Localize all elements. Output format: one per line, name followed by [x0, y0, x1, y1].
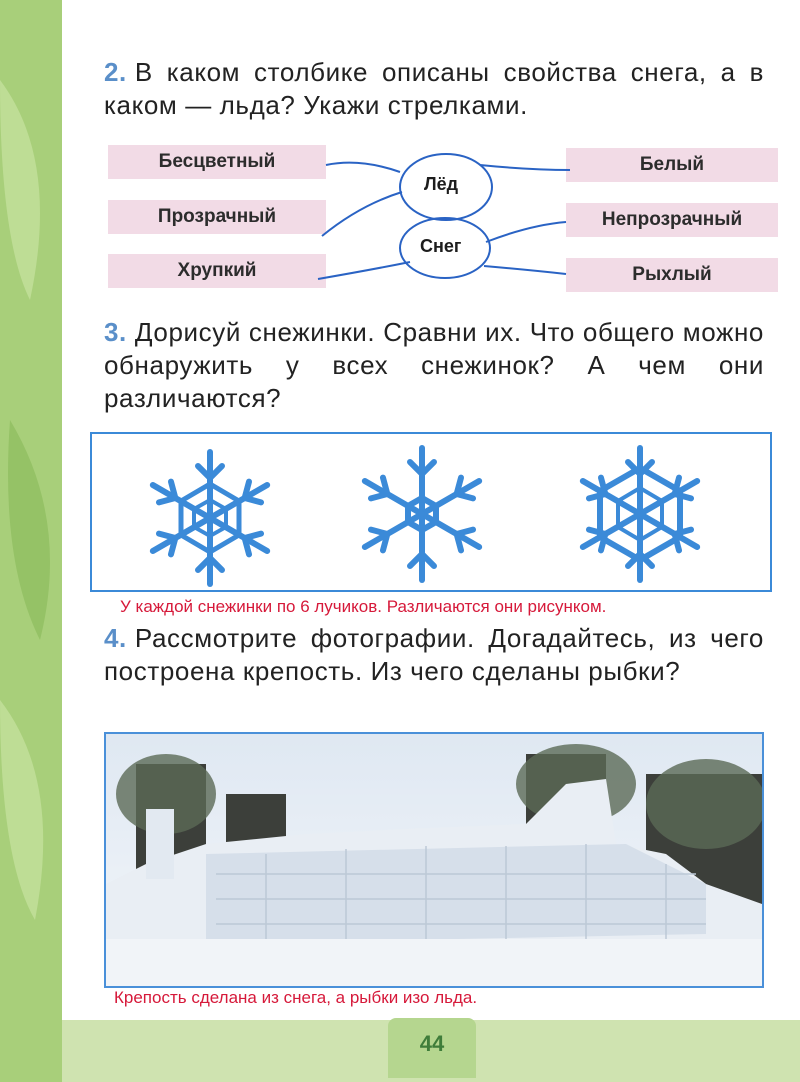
- task-4-body: Рассмотрите фотографии. Догадайтесь, из чего построена крепость. Из чего сделаны рыбки?: [104, 623, 764, 686]
- fortress-photo: [104, 732, 764, 988]
- task-3-text: [104, 316, 764, 415]
- snowflakes-frame: [90, 432, 772, 592]
- snow-word: Снег: [420, 236, 462, 256]
- snowflake-3: [577, 448, 703, 580]
- label-text: Прозрачный: [157, 206, 277, 227]
- task-4-answer: Крепость сделана из снега, а рыбки изо льда.: [114, 988, 478, 1007]
- snowflakes: [92, 434, 770, 590]
- task-4-text: [104, 622, 764, 688]
- snow-fortress-image: [106, 734, 762, 986]
- label-text: Непрозрачный: [601, 209, 743, 230]
- label-text: Рыхлый: [632, 264, 712, 285]
- snowflake-2: [359, 448, 485, 580]
- task-4-number: 4.: [104, 623, 127, 653]
- ice-word: Лёд: [424, 174, 459, 194]
- label-text: Бесцветный: [158, 151, 276, 172]
- task-2-number: 2.: [104, 57, 127, 87]
- page-number: 44: [388, 1018, 476, 1078]
- label-text: Хрупкий: [177, 260, 257, 281]
- snowflake-1: [147, 452, 273, 584]
- label-text: Белый: [639, 154, 705, 175]
- task-3-answer: У каждой снежинки по 6 лучиков. Различаются они рисунком.: [120, 597, 607, 616]
- task-3-body: Дорисуй снежинки. Сравни их. Что общего можно обнаружить у всех снежинок? А чем они различаются?: [104, 317, 764, 413]
- task-3-number: 3.: [104, 317, 127, 347]
- connection-lines: [0, 0, 800, 320]
- task-2-body: В каком столбике описаны свойства снега, а в каком — льда? Укажи стрелками.: [104, 57, 764, 120]
